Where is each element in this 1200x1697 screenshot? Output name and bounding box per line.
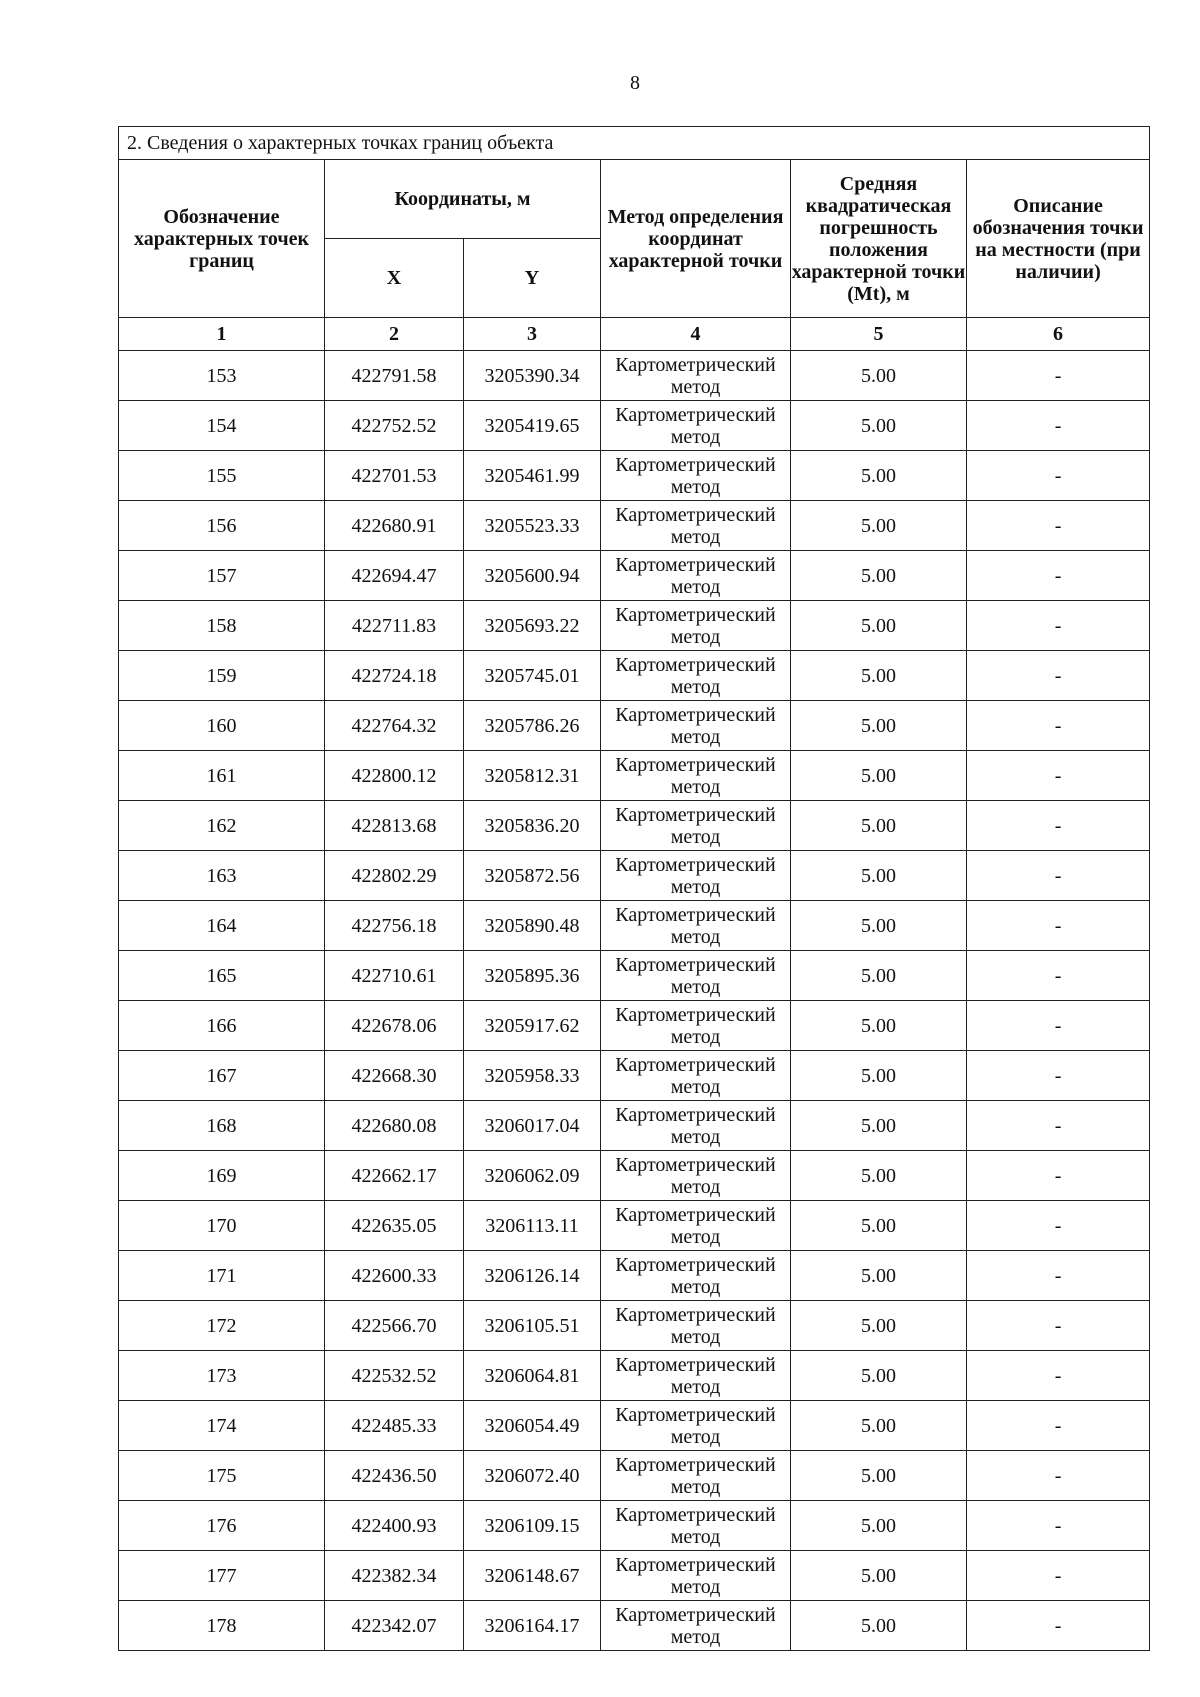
error-value: 5.00 (791, 501, 967, 551)
method-line1: Картометрический (615, 453, 776, 476)
table-row (119, 1101, 1150, 1151)
table-row (119, 351, 1150, 401)
coord-x: 422680.91 (325, 501, 464, 551)
column-number-row (119, 318, 1150, 351)
point-id: 163 (119, 851, 325, 901)
point-id: 172 (119, 1301, 325, 1351)
method-line1: Картометрический (615, 553, 776, 576)
description-value: - (967, 1451, 1150, 1501)
column-number: 2 (325, 318, 464, 351)
method-line1: Картометрический (615, 1353, 776, 1376)
coord-y: 3206148.67 (464, 1551, 601, 1601)
method-cell (601, 851, 791, 901)
method-line1: Картометрический (615, 503, 776, 526)
method-line1: Картометрический (615, 953, 776, 976)
method-line2: метод (670, 875, 721, 898)
point-id: 162 (119, 801, 325, 851)
method-line2: метод (670, 825, 721, 848)
method-line2: метод (670, 1625, 721, 1648)
method-line2: метод (670, 1275, 721, 1298)
coord-y: 3206109.15 (464, 1501, 601, 1551)
method-line2: метод (670, 475, 721, 498)
method-line2: метод (670, 775, 721, 798)
description-value: - (967, 901, 1150, 951)
table-row (119, 1151, 1150, 1201)
method-line1: Картометрический (615, 603, 776, 626)
point-id: 158 (119, 601, 325, 651)
description-value: - (967, 1251, 1150, 1301)
coord-y: 3206105.51 (464, 1301, 601, 1351)
point-id: 155 (119, 451, 325, 501)
method-line2: метод (670, 1425, 721, 1448)
coord-y: 3205461.99 (464, 451, 601, 501)
point-id: 176 (119, 1501, 325, 1551)
error-value: 5.00 (791, 1551, 967, 1601)
error-value: 5.00 (791, 1101, 967, 1151)
error-value: 5.00 (791, 901, 967, 951)
coord-x: 422668.30 (325, 1051, 464, 1101)
error-value: 5.00 (791, 801, 967, 851)
coord-y: 3206164.17 (464, 1601, 601, 1651)
description-value: - (967, 1101, 1150, 1151)
method-line2: метод (670, 975, 721, 998)
error-value: 5.00 (791, 451, 967, 501)
table-row (119, 701, 1150, 751)
coord-y: 3206062.09 (464, 1151, 601, 1201)
coord-x: 422680.08 (325, 1101, 464, 1151)
coord-x: 422752.52 (325, 401, 464, 451)
method-line1: Картометрический (615, 903, 776, 926)
error-value: 5.00 (791, 1501, 967, 1551)
method-cell (601, 1051, 791, 1101)
column-number: 5 (791, 318, 967, 351)
method-line2: метод (670, 525, 721, 548)
coord-y: 3206126.14 (464, 1251, 601, 1301)
method-line2: метод (670, 725, 721, 748)
coord-x: 422532.52 (325, 1351, 464, 1401)
table-row (119, 551, 1150, 601)
method-cell (601, 1301, 791, 1351)
method-cell (601, 1201, 791, 1251)
coord-y: 3205693.22 (464, 601, 601, 651)
coord-y: 3205836.20 (464, 801, 601, 851)
coord-x: 422813.68 (325, 801, 464, 851)
coord-y: 3206113.11 (464, 1201, 601, 1251)
header-error: Средняя квадратическая погрешность положения характерной точки (Mt), м (791, 160, 967, 318)
method-line1: Картометрический (615, 1553, 776, 1576)
method-line1: Картометрический (615, 1403, 776, 1426)
table-row (119, 1501, 1150, 1551)
method-line2: метод (670, 1175, 721, 1198)
coord-x: 422800.12 (325, 751, 464, 801)
method-cell (601, 901, 791, 951)
method-line1: Картометрический (615, 1003, 776, 1026)
coord-y: 3205890.48 (464, 901, 601, 951)
table-body (119, 351, 1150, 1651)
description-value: - (967, 1001, 1150, 1051)
coord-x: 422600.33 (325, 1251, 464, 1301)
method-cell (601, 1001, 791, 1051)
method-line1: Картометрический (615, 703, 776, 726)
method-cell (601, 1601, 791, 1651)
boundary-points-table (118, 126, 1150, 1651)
coord-y: 3206064.81 (464, 1351, 601, 1401)
header-coords: Координаты, м (325, 160, 601, 239)
point-id: 166 (119, 1001, 325, 1051)
error-value: 5.00 (791, 651, 967, 701)
method-cell (601, 801, 791, 851)
coord-x: 422710.61 (325, 951, 464, 1001)
method-line1: Картометрический (615, 653, 776, 676)
coord-y: 3205872.56 (464, 851, 601, 901)
coord-y: 3206054.49 (464, 1401, 601, 1451)
method-cell (601, 451, 791, 501)
description-value: - (967, 851, 1150, 901)
method-line1: Картометрический (615, 353, 776, 376)
point-id: 164 (119, 901, 325, 951)
page-number: 8 (630, 72, 640, 94)
table-row (119, 951, 1150, 1001)
point-id: 160 (119, 701, 325, 751)
error-value: 5.00 (791, 1201, 967, 1251)
method-line2: метод (670, 1025, 721, 1048)
coord-y: 3205390.34 (464, 351, 601, 401)
description-value: - (967, 1401, 1150, 1451)
point-id: 156 (119, 501, 325, 551)
column-number: 3 (464, 318, 601, 351)
point-id: 174 (119, 1401, 325, 1451)
table-row (119, 1401, 1150, 1451)
error-value: 5.00 (791, 1151, 967, 1201)
header-x: X (325, 239, 464, 318)
table-row (119, 1301, 1150, 1351)
method-cell (601, 1451, 791, 1501)
description-value: - (967, 1601, 1150, 1651)
coord-x: 422711.83 (325, 601, 464, 651)
coord-x: 422701.53 (325, 451, 464, 501)
method-cell (601, 651, 791, 701)
point-id: 169 (119, 1151, 325, 1201)
error-value: 5.00 (791, 1601, 967, 1651)
coord-x: 422566.70 (325, 1301, 464, 1351)
coord-y: 3206072.40 (464, 1451, 601, 1501)
coord-x: 422678.06 (325, 1001, 464, 1051)
coord-y: 3205786.26 (464, 701, 601, 751)
description-value: - (967, 1501, 1150, 1551)
description-value: - (967, 1551, 1150, 1601)
error-value: 5.00 (791, 1051, 967, 1101)
table-row (119, 1451, 1150, 1501)
coord-y: 3205419.65 (464, 401, 601, 451)
table-row (119, 1201, 1150, 1251)
table-row (119, 801, 1150, 851)
method-line1: Картометрический (615, 1103, 776, 1126)
description-value: - (967, 351, 1150, 401)
method-line2: метод (670, 425, 721, 448)
method-line1: Картометрический (615, 1253, 776, 1276)
method-cell (601, 601, 791, 651)
method-line2: метод (670, 1525, 721, 1548)
error-value: 5.00 (791, 1451, 967, 1501)
error-value: 5.00 (791, 601, 967, 651)
point-id: 173 (119, 1351, 325, 1401)
description-value: - (967, 651, 1150, 701)
method-cell (601, 1251, 791, 1301)
description-value: - (967, 1301, 1150, 1351)
coord-x: 422802.29 (325, 851, 464, 901)
method-line2: метод (670, 675, 721, 698)
method-line2: метод (670, 1075, 721, 1098)
coord-y: 3205745.01 (464, 651, 601, 701)
method-cell (601, 1151, 791, 1201)
method-line2: метод (670, 575, 721, 598)
coord-x: 422342.07 (325, 1601, 464, 1651)
point-id: 178 (119, 1601, 325, 1651)
method-cell (601, 951, 791, 1001)
coord-y: 3205600.94 (464, 551, 601, 601)
description-value: - (967, 1351, 1150, 1401)
description-value: - (967, 1201, 1150, 1251)
table-row (119, 1601, 1150, 1651)
coord-y: 3205958.33 (464, 1051, 601, 1101)
coord-y: 3205917.62 (464, 1001, 601, 1051)
table-row (119, 401, 1150, 451)
error-value: 5.00 (791, 751, 967, 801)
method-line2: метод (670, 1575, 721, 1598)
point-id: 157 (119, 551, 325, 601)
method-line1: Картометрический (615, 1303, 776, 1326)
table-row (119, 1051, 1150, 1101)
method-line1: Картометрический (615, 803, 776, 826)
point-id: 168 (119, 1101, 325, 1151)
section-title: 2. Сведения о характерных точках границ объекта (119, 127, 1150, 160)
method-line2: метод (670, 1125, 721, 1148)
column-number: 1 (119, 318, 325, 351)
error-value: 5.00 (791, 1001, 967, 1051)
table-row (119, 601, 1150, 651)
method-line1: Картометрический (615, 753, 776, 776)
table-row (119, 901, 1150, 951)
error-value: 5.00 (791, 1401, 967, 1451)
table-row (119, 451, 1150, 501)
method-line1: Картометрический (615, 1153, 776, 1176)
coord-y: 3206017.04 (464, 1101, 601, 1151)
point-id: 153 (119, 351, 325, 401)
coord-y: 3205895.36 (464, 951, 601, 1001)
header-y: Y (464, 239, 601, 318)
header-point: Обозначение характерных точек границ (119, 160, 325, 318)
method-cell (601, 1501, 791, 1551)
method-line1: Картометрический (615, 403, 776, 426)
method-cell (601, 701, 791, 751)
point-id: 154 (119, 401, 325, 451)
coord-y: 3205812.31 (464, 751, 601, 801)
table-row (119, 851, 1150, 901)
method-line1: Картометрический (615, 1603, 776, 1626)
method-line2: метод (670, 375, 721, 398)
description-value: - (967, 751, 1150, 801)
coord-x: 422436.50 (325, 1451, 464, 1501)
error-value: 5.00 (791, 1351, 967, 1401)
coord-x: 422382.34 (325, 1551, 464, 1601)
description-value: - (967, 1051, 1150, 1101)
table-row (119, 501, 1150, 551)
point-id: 171 (119, 1251, 325, 1301)
point-id: 177 (119, 1551, 325, 1601)
error-value: 5.00 (791, 951, 967, 1001)
coord-x: 422485.33 (325, 1401, 464, 1451)
header-method: Метод определения координат характерной точки (601, 160, 791, 318)
method-cell (601, 551, 791, 601)
coord-x: 422756.18 (325, 901, 464, 951)
error-value: 5.00 (791, 401, 967, 451)
coord-x: 422724.18 (325, 651, 464, 701)
method-line2: метод (670, 1225, 721, 1248)
error-value: 5.00 (791, 851, 967, 901)
error-value: 5.00 (791, 551, 967, 601)
error-value: 5.00 (791, 1251, 967, 1301)
coord-x: 422635.05 (325, 1201, 464, 1251)
description-value: - (967, 501, 1150, 551)
coord-x: 422694.47 (325, 551, 464, 601)
coord-y: 3205523.33 (464, 501, 601, 551)
method-line2: метод (670, 625, 721, 648)
method-cell (601, 501, 791, 551)
method-line2: метод (670, 1475, 721, 1498)
method-cell (601, 1401, 791, 1451)
method-line1: Картометрический (615, 1053, 776, 1076)
description-value: - (967, 401, 1150, 451)
method-line2: метод (670, 1325, 721, 1348)
point-id: 165 (119, 951, 325, 1001)
description-value: - (967, 451, 1150, 501)
coord-x: 422791.58 (325, 351, 464, 401)
column-number: 6 (967, 318, 1150, 351)
description-value: - (967, 801, 1150, 851)
method-line1: Картометрический (615, 1203, 776, 1226)
point-id: 170 (119, 1201, 325, 1251)
coord-x: 422662.17 (325, 1151, 464, 1201)
description-value: - (967, 1151, 1150, 1201)
table-row (119, 1551, 1150, 1601)
error-value: 5.00 (791, 701, 967, 751)
method-cell (601, 401, 791, 451)
table-row (119, 1001, 1150, 1051)
table-row (119, 651, 1150, 701)
method-cell (601, 1101, 791, 1151)
table-row (119, 1351, 1150, 1401)
header-description: Описание обозначения точки на местности (при наличии) (967, 160, 1150, 318)
table-row (119, 1251, 1150, 1301)
table-row (119, 751, 1150, 801)
description-value: - (967, 701, 1150, 751)
coord-x: 422400.93 (325, 1501, 464, 1551)
point-id: 159 (119, 651, 325, 701)
method-line1: Картометрический (615, 853, 776, 876)
method-cell (601, 751, 791, 801)
column-number: 4 (601, 318, 791, 351)
method-cell (601, 1351, 791, 1401)
coord-x: 422764.32 (325, 701, 464, 751)
method-line2: метод (670, 925, 721, 948)
point-id: 161 (119, 751, 325, 801)
description-value: - (967, 951, 1150, 1001)
error-value: 5.00 (791, 351, 967, 401)
method-line1: Картометрический (615, 1503, 776, 1526)
method-cell (601, 1551, 791, 1601)
point-id: 175 (119, 1451, 325, 1501)
method-line1: Картометрический (615, 1453, 776, 1476)
point-id: 167 (119, 1051, 325, 1101)
method-line2: метод (670, 1375, 721, 1398)
description-value: - (967, 601, 1150, 651)
error-value: 5.00 (791, 1301, 967, 1351)
description-value: - (967, 551, 1150, 601)
method-cell (601, 351, 791, 401)
